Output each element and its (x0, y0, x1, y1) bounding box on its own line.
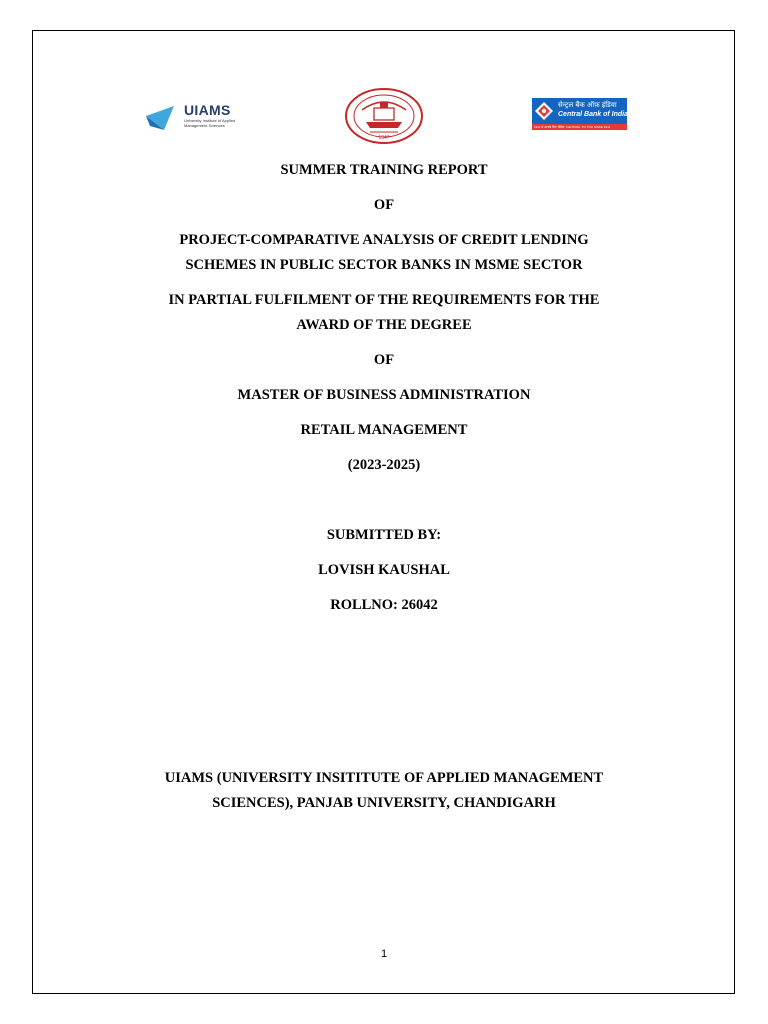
uiams-mark-icon (144, 102, 180, 132)
report-type: SUMMER TRAINING REPORT (280, 162, 488, 178)
specialization: RETAIL MANAGEMENT (300, 422, 468, 438)
of-connector-1: OF (373, 197, 395, 213)
central-bank-of-india-logo (532, 98, 627, 130)
seal-year: 1947 (378, 135, 390, 141)
submitted-by-label: SUBMITTED BY: (326, 527, 442, 543)
panjab-university-seal (344, 88, 424, 144)
institution-line-2: SCIENCES), PANJAB UNIVERSITY, CHANDIGARH (212, 795, 556, 811)
roll-number: ROLLNO: 26042 (330, 597, 438, 613)
of-connector-2: OF (373, 352, 395, 368)
session-years: (2023-2025) (347, 457, 421, 473)
cbi-diamond-icon (535, 102, 553, 120)
uiams-logo (144, 102, 244, 134)
cbi-english-name: Central Bank of India (558, 111, 629, 118)
degree-name: MASTER OF BUSINESS ADMINISTRATION (237, 387, 531, 403)
fulfilment-line-1: IN PARTIAL FULFILMENT OF THE REQUIREMENTS FOR THE (168, 292, 600, 308)
cbi-tagline: 1911 से आपके लिए 'केंद्रित' 'CENTRAL' TO YOU SINCE 1911 (534, 125, 611, 129)
page-number: 1 (380, 948, 388, 960)
seal-emblem-icon (344, 88, 424, 144)
fulfilment-line-2: AWARD OF THE DEGREE (296, 317, 472, 333)
student-name: LOVISH KAUSHAL (318, 562, 450, 578)
project-title-line-1: PROJECT-COMPARATIVE ANALYSIS OF CREDIT LENDING (179, 232, 589, 248)
uiams-logo-name: UIAMS (184, 102, 231, 118)
project-title-line-2: SCHEMES IN PUBLIC SECTOR BANKS IN MSME SECTOR (185, 257, 583, 273)
institution-line-1: UIAMS (UNIVERSITY INSITITUTE OF APPLIED MANAGEMENT (164, 770, 604, 786)
cbi-tagline-strip (532, 124, 627, 130)
uiams-logo-subtitle: University Institute of Applied Management Sciences (184, 118, 236, 128)
cbi-hindi-name: सेन्ट्रल बैंक ऑफ़ इंडिया (558, 101, 617, 109)
